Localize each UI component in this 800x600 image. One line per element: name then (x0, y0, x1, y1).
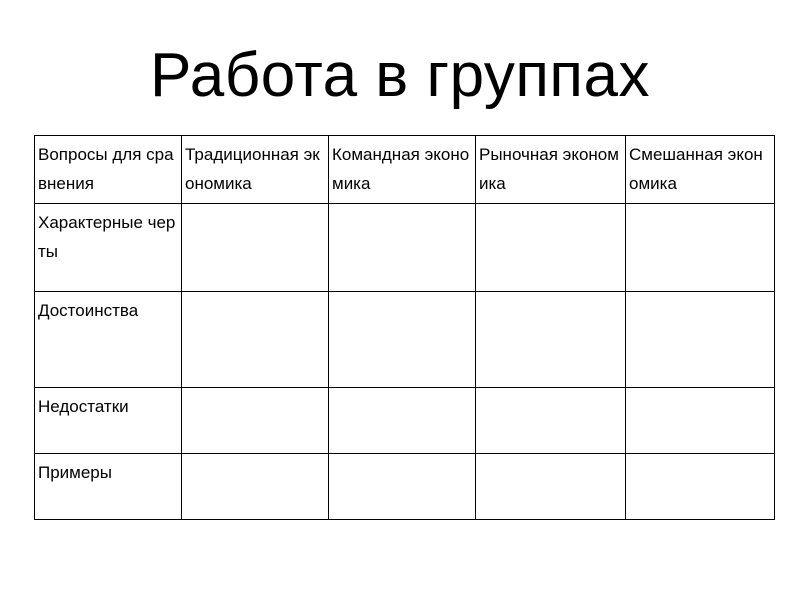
table-cell[interactable] (182, 388, 329, 454)
table-cell[interactable] (626, 454, 775, 520)
column-header: Рыночная экономика (476, 136, 626, 204)
column-header: Вопросы для сравнения (35, 136, 182, 204)
table-cell[interactable] (329, 454, 476, 520)
row-label: Характерные черты (35, 204, 182, 292)
table-row (35, 292, 775, 388)
table-row (35, 204, 775, 292)
table-cell[interactable] (476, 292, 626, 388)
table-cell[interactable] (626, 388, 775, 454)
table-header-row (35, 136, 775, 204)
table-cell[interactable] (476, 454, 626, 520)
table-row (35, 454, 775, 520)
row-label: Достоинства (35, 292, 182, 388)
page-title: Работа в группах (149, 41, 650, 110)
table-cell[interactable] (329, 292, 476, 388)
table-cell[interactable] (182, 204, 329, 292)
table-cell[interactable] (476, 204, 626, 292)
column-header: Командная экономика (329, 136, 476, 204)
comparison-table (34, 135, 775, 520)
table-cell[interactable] (329, 204, 476, 292)
table-cell[interactable] (626, 204, 775, 292)
table-cell[interactable] (626, 292, 775, 388)
table-cell[interactable] (182, 292, 329, 388)
column-header: Смешанная экономика (626, 136, 775, 204)
column-header: Традиционная экономика (182, 136, 329, 204)
table-cell[interactable] (329, 388, 476, 454)
table-cell[interactable] (182, 454, 329, 520)
row-label: Недостатки (35, 388, 182, 454)
row-label: Примеры (35, 454, 182, 520)
table-row (35, 388, 775, 454)
table-cell[interactable] (476, 388, 626, 454)
